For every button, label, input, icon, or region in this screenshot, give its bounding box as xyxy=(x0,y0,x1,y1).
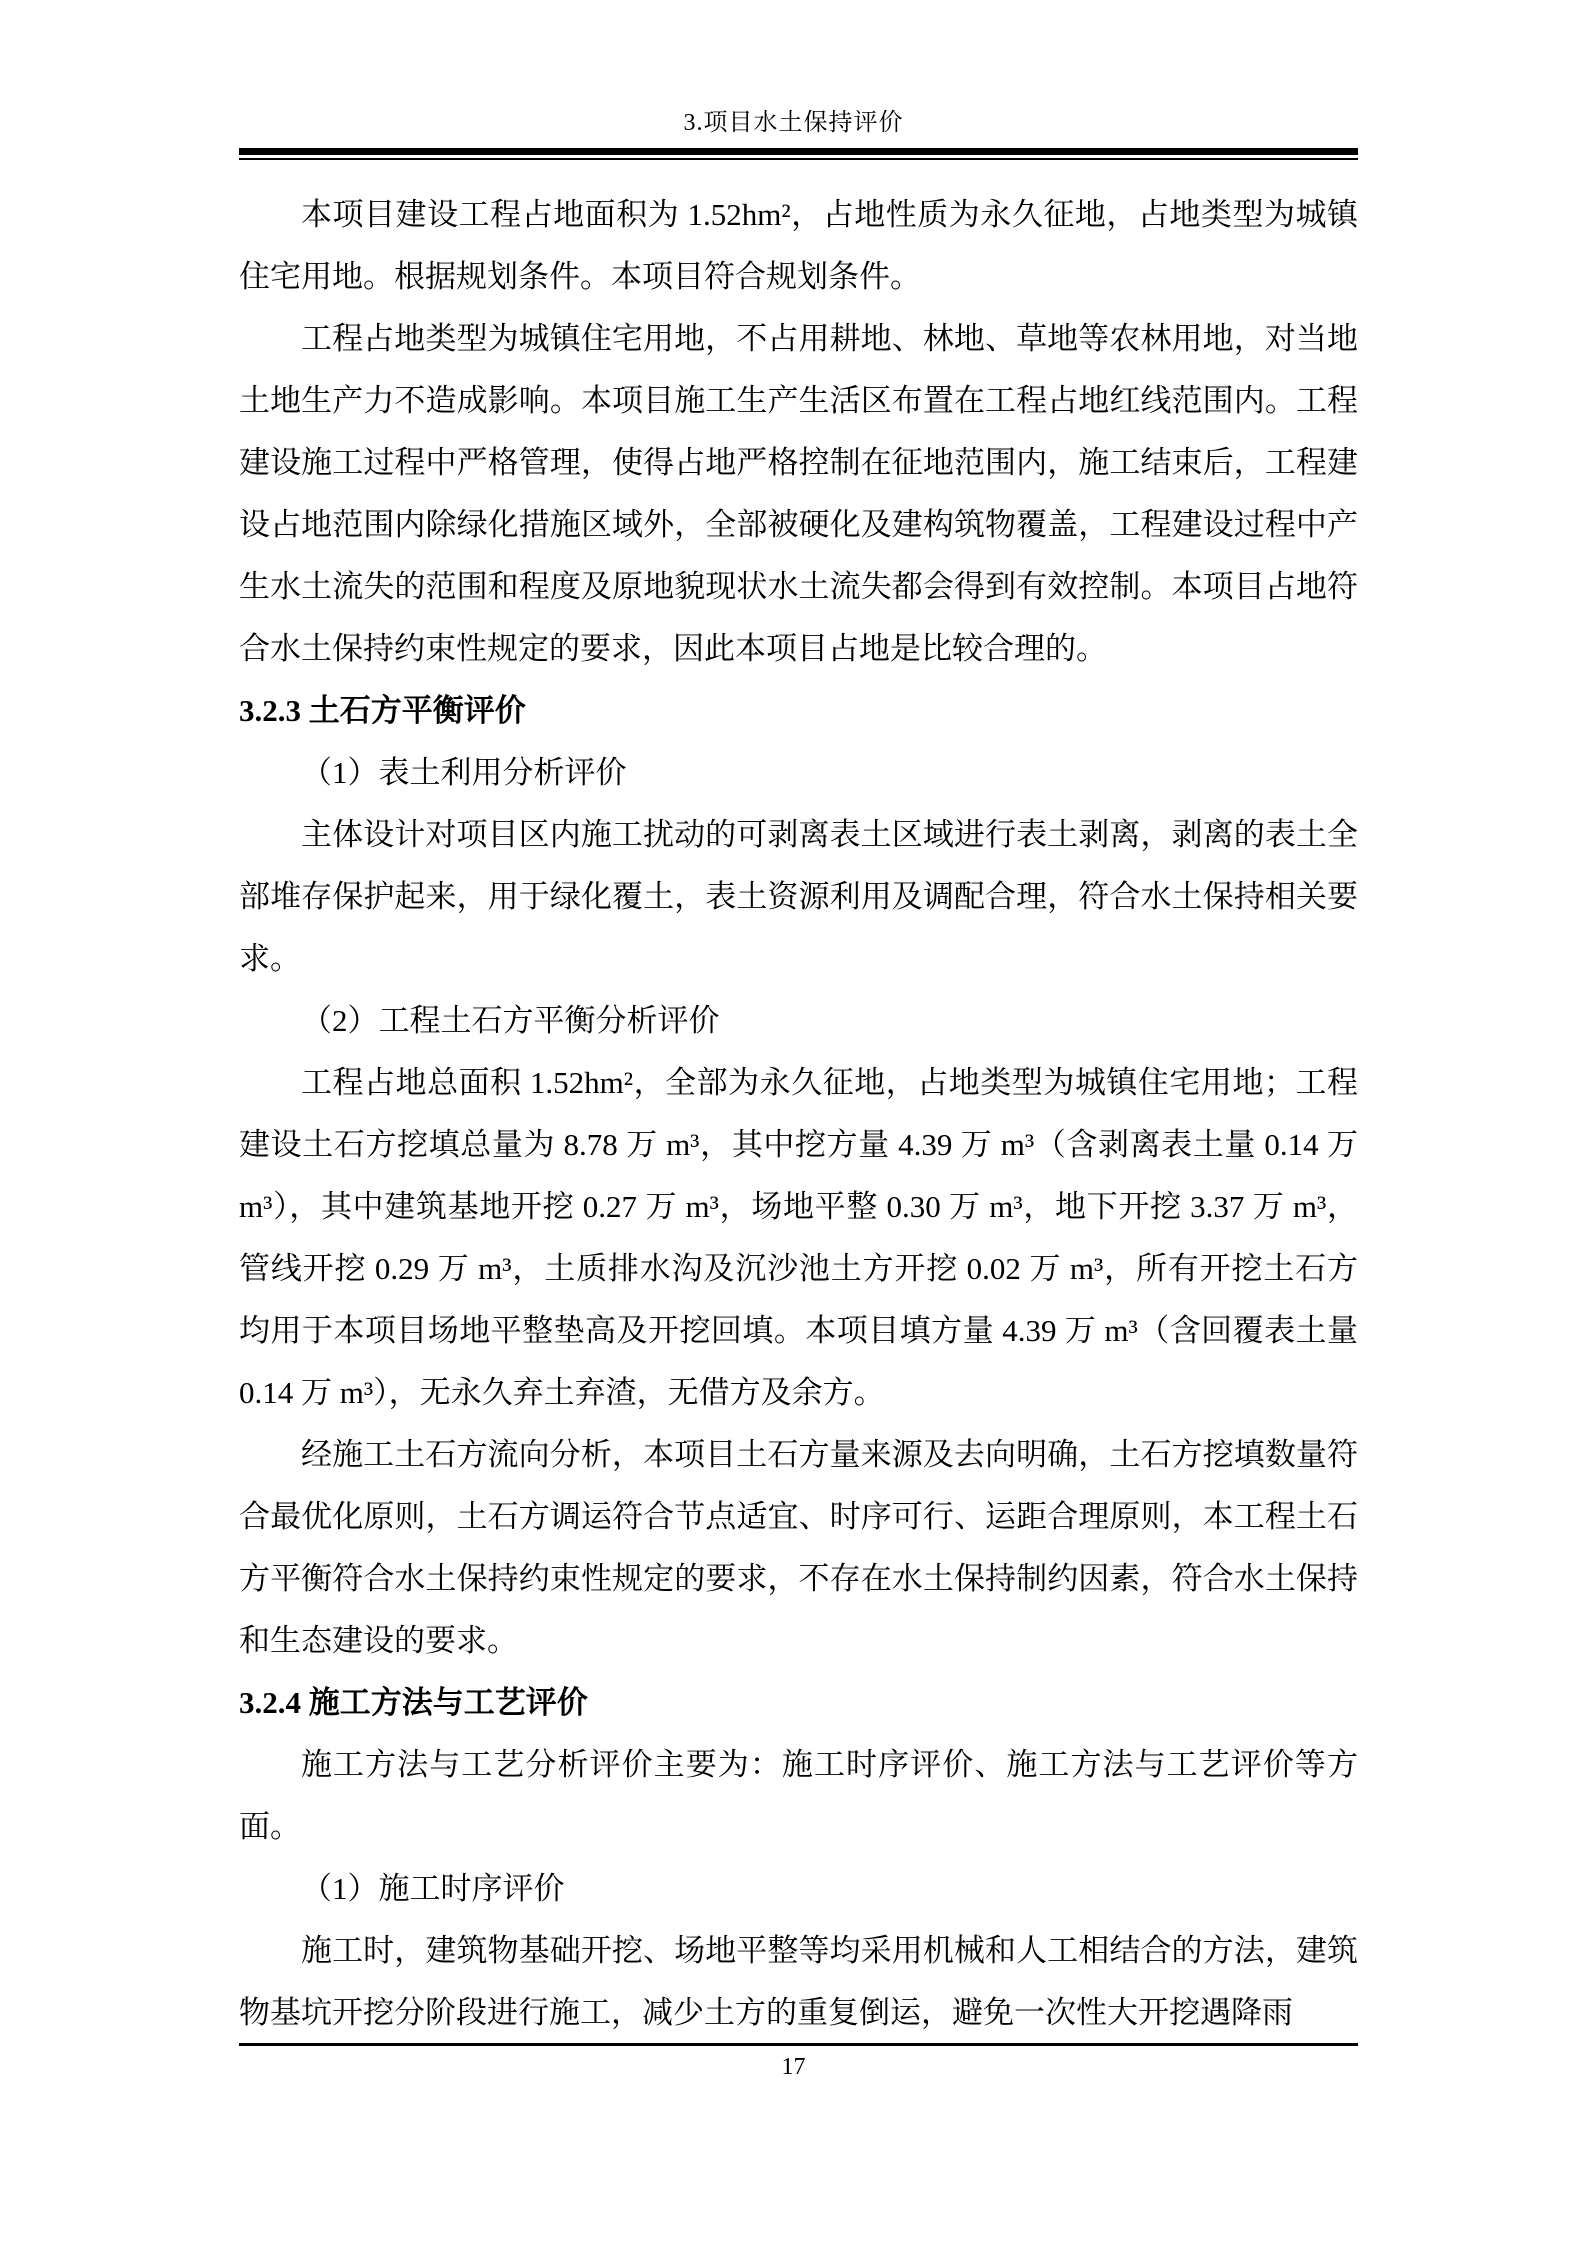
paragraph: 施工时，建筑物基础开挖、场地平整等均采用机械和人工相结合的方法，建筑物基坑开挖分阶段进行施工，减少土方的重复倒运，避免一次性大开挖遇降雨 xyxy=(239,1933,1358,2030)
paragraph: 本项目建设工程占地面积为 1.52hm²，占地性质为永久征地，占地类型为城镇住宅用地。根据规划条件。本项目符合规划条件。 xyxy=(239,197,1358,294)
document-body xyxy=(239,184,1358,2044)
paragraph: （1）表土利用分析评价 xyxy=(301,755,627,790)
paragraph: 工程占地总面积 1.52hm²，全部为永久征地，占地类型为城镇住宅用地；工程建设土石方挖填总量为 8.78 万 m³，其中挖方量 4.39 万 m³（含剥离表土量 0.14 万 m³），其中建筑基地开挖 0.27 万 m³，场地平整 0.30 万 m³，地下开挖 3.37 万 m³，管线开挖 0.29 万 m³，土质排水沟及沉沙池土方开挖 0.02 万 m³，所有开挖土石方均用于本项目场地平整垫高及开挖回填。本项目填方量 4.39 万 m³（含回覆表土量 0.14 万 m³），无永久弃土弃渣，无借方及余方。 xyxy=(239,1065,1358,1410)
header-divider-rule xyxy=(239,148,1358,160)
footer-divider-rule xyxy=(239,2043,1358,2046)
paragraph: 施工方法与工艺分析评价主要为：施工时序评价、施工方法与工艺评价等方面。 xyxy=(239,1747,1358,1844)
paragraph: 经施工土石方流向分析，本项目土石方量来源及去向明确，土石方挖填数量符合最优化原则，土石方调运符合节点适宜、时序可行、运距合理原则，本工程土石方平衡符合水土保持约束性规定的要求，不存在水土保持制约因素，符合水土保持和生态建设的要求。 xyxy=(239,1437,1358,1658)
page-number: 17 xyxy=(781,2054,806,2080)
paragraph: （1）施工时序评价 xyxy=(301,1871,565,1906)
section-heading: 3.2.3 土石方平衡评价 xyxy=(239,693,526,728)
paragraph: （2）工程土石方平衡分析评价 xyxy=(301,1003,720,1038)
page-header-title: 3.项目水土保持评价 xyxy=(683,110,904,136)
section-heading: 3.2.4 施工方法与工艺评价 xyxy=(239,1685,588,1720)
paragraph: 主体设计对项目区内施工扰动的可剥离表土区域进行表土剥离，剥离的表土全部堆存保护起来，用于绿化覆土，表土资源利用及调配合理，符合水土保持相关要求。 xyxy=(239,817,1358,976)
paragraph: 工程占地类型为城镇住宅用地，不占用耕地、林地、草地等农林用地，对当地土地生产力不造成影响。本项目施工生产生活区布置在工程占地红线范围内。工程建设施工过程中严格管理，使得占地严格控制在征地范围内，施工结束后，工程建设占地范围内除绿化措施区域外，全部被硬化及建构筑物覆盖，工程建设过程中产生水土流失的范围和程度及原地貌现状水土流失都会得到有效控制。本项目占地符合水土保持约束性规定的要求，因此本项目占地是比较合理的。 xyxy=(239,321,1358,666)
